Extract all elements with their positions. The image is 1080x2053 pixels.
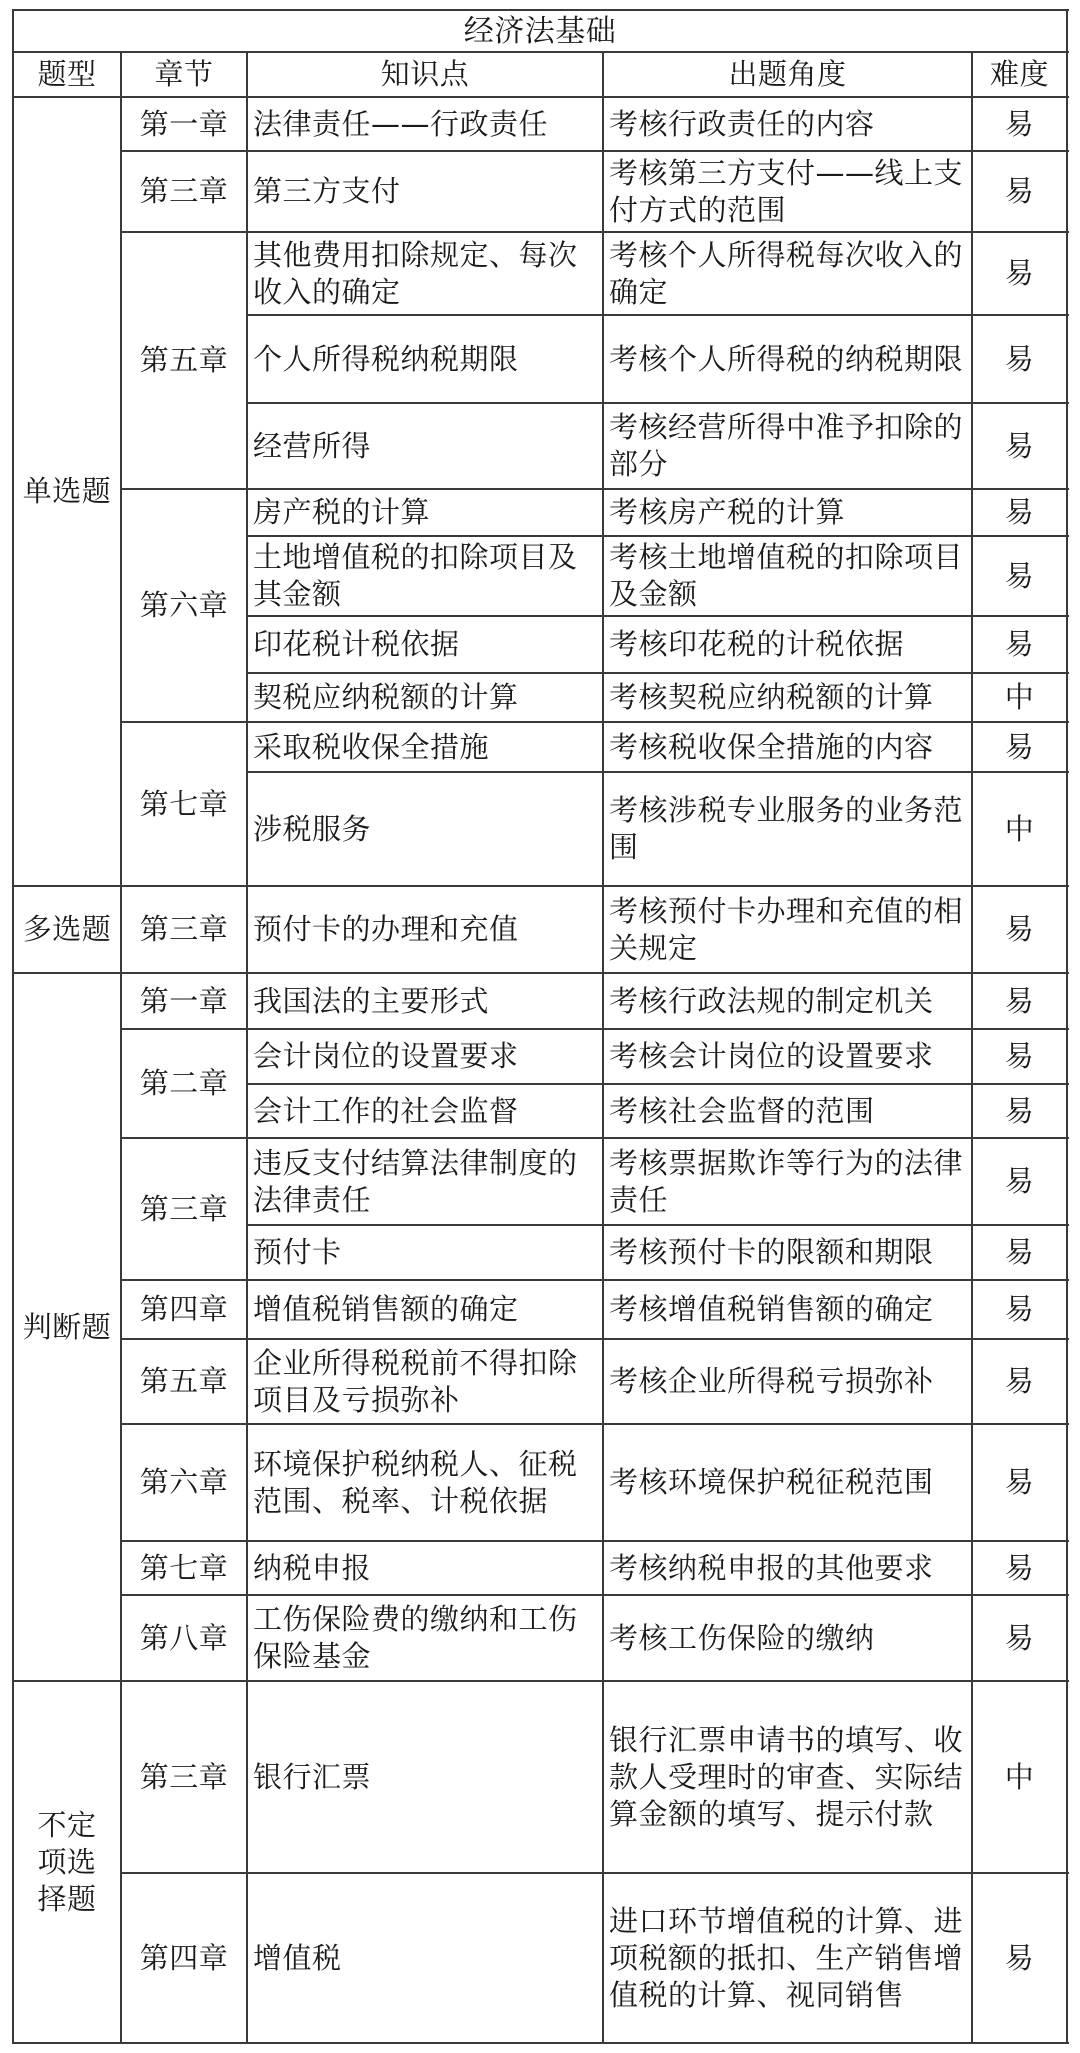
chapter-cell-text: 第三章 [139, 912, 229, 946]
chapter-cell [121, 1873, 247, 2043]
knowledge-point-cell [247, 1541, 603, 1595]
exam-angle-cell-text: 考核增值税销售额的确定 [609, 1292, 934, 1326]
row-divider [121, 1338, 1069, 1340]
header-knowledge-text: 知识点 [380, 57, 470, 91]
row-divider [13, 972, 1069, 974]
exam-angle-cell [603, 1339, 972, 1424]
knowledge-point-cell-text: 个人所得税纳税期限 [253, 341, 519, 376]
difficulty-cell [972, 1681, 1067, 1873]
difficulty-cell-text: 中 [1004, 680, 1035, 714]
knowledge-point-cell [247, 232, 603, 315]
difficulty-cell-text: 易 [1004, 1039, 1035, 1073]
knowledge-point-cell [247, 673, 603, 722]
chapter-cell [121, 489, 247, 722]
knowledge-point-cell [247, 772, 603, 886]
header-type [13, 52, 121, 97]
knowledge-point-cell-text: 印花税计税依据 [253, 627, 460, 661]
exam-angle-cell-text: 考核工伤保险的缴纳 [609, 1620, 875, 1655]
chapter-cell [121, 973, 247, 1029]
chapter-cell [121, 1339, 247, 1424]
exam-angle-cell [603, 232, 972, 315]
knowledge-point-cell-text: 第三方支付 [253, 174, 401, 208]
chapter-cell-text: 第七章 [139, 1550, 229, 1585]
difficulty-cell [972, 1541, 1067, 1595]
exam-angle-cell [603, 1541, 972, 1595]
knowledge-point-cell [247, 1280, 603, 1339]
knowledge-point-cell-text: 土地增值税的扣除项目及其金额 [253, 540, 578, 611]
question-type-cell-text: 不定项选择题 [37, 1807, 97, 1916]
chapter-cell-text: 第七章 [139, 786, 229, 821]
exam-analysis-table [13, 10, 1067, 2043]
table-border-left [12, 9, 14, 2044]
exam-angle-cell [603, 772, 972, 886]
knowledge-point-cell-text: 其他费用扣除规定、每次收入的确定 [253, 237, 578, 309]
exam-angle-cell-text: 考核土地增值税的扣除项目及金额 [609, 540, 964, 611]
knowledge-point-cell [247, 722, 603, 772]
column-divider [971, 51, 973, 2044]
row-divider [247, 535, 1069, 537]
table-title-text: 经济法基础 [463, 13, 617, 49]
difficulty-cell-text: 易 [1004, 495, 1035, 529]
difficulty-cell [972, 489, 1067, 536]
exam-angle-cell [603, 1873, 972, 2043]
row-divider [247, 1083, 1069, 1085]
chapter-cell [121, 1681, 247, 1873]
row-divider [121, 1137, 1069, 1139]
knowledge-point-cell-text: 预付卡的办理和充值 [253, 912, 519, 946]
exam-angle-cell-text: 考核个人所得税每次收入的确定 [609, 237, 964, 309]
exam-angle-cell-text: 考核经营所得中准予扣除的部分 [609, 410, 964, 481]
header-knowledge [247, 52, 603, 97]
knowledge-point-cell-text: 我国法的主要形式 [253, 983, 490, 1018]
table-title [13, 10, 1067, 52]
difficulty-cell-text: 易 [1004, 1940, 1035, 1975]
exam-angle-cell [603, 973, 972, 1029]
knowledge-point-cell-text: 法律责任——行政责任 [253, 106, 549, 141]
chapter-cell [121, 151, 247, 232]
table-border-top [13, 9, 1069, 11]
difficulty-cell-text: 易 [1004, 729, 1035, 764]
exam-angle-cell [603, 1280, 972, 1339]
knowledge-point-cell-text: 经营所得 [253, 428, 372, 463]
row-divider [247, 672, 1069, 674]
difficulty-cell-text: 易 [1004, 341, 1035, 376]
difficulty-cell-text: 中 [1004, 1759, 1035, 1794]
chapter-cell-text: 第三章 [139, 174, 229, 208]
chapter-cell-text: 第六章 [139, 588, 229, 622]
exam-angle-cell [603, 1681, 972, 1873]
chapter-cell [121, 1541, 247, 1595]
question-type-cell-text: 判断题 [22, 1309, 112, 1344]
exam-angle-cell [603, 673, 972, 722]
difficulty-cell [972, 151, 1067, 232]
exam-angle-cell-text: 考核行政责任的内容 [609, 106, 875, 141]
exam-angle-cell [603, 97, 972, 151]
exam-angle-cell [603, 722, 972, 772]
column-divider [246, 51, 248, 2044]
knowledge-point-cell [247, 1029, 603, 1084]
exam-angle-cell [603, 616, 972, 673]
exam-angle-cell-text: 考核社会监督的范围 [609, 1093, 875, 1128]
header-difficulty [972, 52, 1067, 97]
difficulty-cell [972, 536, 1067, 616]
difficulty-cell-text: 易 [1004, 558, 1035, 593]
difficulty-cell-text: 中 [1004, 811, 1035, 846]
knowledge-point-cell-text: 采取税收保全措施 [253, 729, 490, 764]
exam-angle-cell [603, 536, 972, 616]
row-divider [121, 721, 1069, 723]
difficulty-cell-text: 易 [1004, 1093, 1035, 1128]
row-divider [121, 1872, 1069, 1874]
chapter-cell [121, 1595, 247, 1681]
header-type-text: 题型 [37, 57, 97, 91]
difficulty-cell [972, 1138, 1067, 1225]
exam-angle-cell-text: 考核企业所得税亏损弥补 [609, 1364, 934, 1398]
exam-angle-cell-text: 考核第三方支付——线上支付方式的范围 [609, 155, 964, 227]
row-divider [247, 1224, 1069, 1226]
chapter-cell [121, 1280, 247, 1339]
header-divider [13, 96, 1069, 98]
difficulty-cell [972, 315, 1067, 403]
question-type-cell [13, 97, 121, 886]
difficulty-cell-text: 易 [1004, 983, 1035, 1018]
knowledge-point-cell-text: 工伤保险费的缴纳和工伤保险基金 [253, 1602, 578, 1673]
chapter-cell-text: 第三章 [139, 1191, 229, 1226]
knowledge-point-cell [247, 403, 603, 489]
difficulty-cell-text: 易 [1004, 106, 1035, 141]
difficulty-cell-text: 易 [1004, 256, 1035, 290]
knowledge-point-cell-text: 环境保护税纳税人、征税范围、税率、计税依据 [253, 1446, 578, 1518]
exam-angle-cell-text: 考核会计岗位的设置要求 [609, 1039, 934, 1073]
exam-angle-cell-text: 考核票据欺诈等行为的法律责任 [609, 1145, 964, 1217]
exam-angle-cell-text: 进口环节增值税的计算、进项税额的抵扣、生产销售增值税的计算、视同销售 [609, 1903, 964, 2012]
knowledge-point-cell-text: 房产税的计算 [253, 495, 431, 529]
difficulty-cell [972, 1595, 1067, 1681]
difficulty-cell [972, 97, 1067, 151]
chapter-cell-text: 第四章 [139, 1292, 229, 1326]
chapter-cell-text: 第八章 [139, 1620, 229, 1655]
exam-angle-cell [603, 1138, 972, 1225]
exam-angle-cell-text: 考核税收保全措施的内容 [609, 729, 934, 764]
exam-angle-cell [603, 151, 972, 232]
exam-angle-cell-text: 银行汇票申请书的填写、收款人受理时的审查、实际结算金额的填写、提示付款 [609, 1722, 964, 1831]
knowledge-point-cell [247, 1225, 603, 1280]
title-divider [13, 51, 1069, 53]
knowledge-point-cell [247, 1595, 603, 1681]
chapter-cell-text: 第一章 [139, 983, 229, 1018]
question-type-cell [13, 973, 121, 1681]
row-divider [121, 488, 1069, 490]
difficulty-cell [972, 1339, 1067, 1424]
row-divider [121, 1540, 1069, 1542]
chapter-cell [121, 1424, 247, 1541]
row-divider [121, 1594, 1069, 1596]
knowledge-point-cell [247, 1681, 603, 1873]
exam-angle-cell-text: 考核涉税专业服务的业务范围 [609, 793, 964, 864]
chapter-cell-text: 第五章 [139, 343, 229, 377]
row-divider [247, 402, 1069, 404]
exam-angle-cell-text: 考核环境保护税征税范围 [609, 1465, 934, 1499]
difficulty-cell [972, 1084, 1067, 1138]
chapter-cell-text: 第三章 [139, 1759, 229, 1794]
exam-angle-cell [603, 1084, 972, 1138]
header-angle-text: 出题角度 [728, 57, 847, 91]
knowledge-point-cell [247, 151, 603, 232]
difficulty-cell-text: 易 [1004, 1465, 1035, 1499]
difficulty-cell [972, 722, 1067, 772]
knowledge-point-cell [247, 1084, 603, 1138]
difficulty-cell [972, 673, 1067, 722]
exam-angle-cell-text: 考核纳税申报的其他要求 [609, 1550, 934, 1585]
difficulty-cell [972, 886, 1067, 973]
difficulty-cell [972, 1873, 1067, 2043]
exam-angle-cell [603, 886, 972, 973]
knowledge-point-cell [247, 536, 603, 616]
column-divider [602, 51, 604, 2044]
difficulty-cell [972, 973, 1067, 1029]
knowledge-point-cell-text: 会计岗位的设置要求 [253, 1039, 519, 1073]
row-divider [13, 1680, 1069, 1682]
difficulty-cell [972, 772, 1067, 886]
header-chapter-text: 章节 [154, 57, 214, 91]
chapter-cell [121, 1138, 247, 1280]
header-angle [603, 52, 972, 97]
knowledge-point-cell-text: 纳税申报 [253, 1550, 372, 1585]
knowledge-point-cell [247, 97, 603, 151]
chapter-cell [121, 886, 247, 973]
difficulty-cell [972, 232, 1067, 315]
exam-angle-cell-text: 考核房产税的计算 [609, 495, 846, 529]
question-type-cell [13, 886, 121, 973]
table-border-bottom [13, 2042, 1069, 2044]
knowledge-point-cell-text: 增值税销售额的确定 [253, 1292, 519, 1326]
exam-angle-cell-text: 考核行政法规的制定机关 [609, 983, 934, 1018]
row-divider [247, 314, 1069, 316]
difficulty-cell [972, 1225, 1067, 1280]
row-divider [247, 771, 1069, 773]
row-divider [247, 615, 1069, 617]
knowledge-point-cell [247, 1138, 603, 1225]
difficulty-cell [972, 1280, 1067, 1339]
difficulty-cell [972, 403, 1067, 489]
knowledge-point-cell [247, 886, 603, 973]
exam-angle-cell [603, 1424, 972, 1541]
knowledge-point-cell-text: 违反支付结算法律制度的法律责任 [253, 1145, 578, 1217]
knowledge-point-cell-text: 增值税 [253, 1940, 342, 1975]
chapter-cell [121, 722, 247, 886]
difficulty-cell-text: 易 [1004, 1164, 1035, 1198]
exam-angle-cell [603, 315, 972, 403]
knowledge-point-cell [247, 973, 603, 1029]
difficulty-cell-text: 易 [1004, 428, 1035, 463]
knowledge-point-cell [247, 1424, 603, 1541]
exam-angle-cell-text: 考核契税应纳税额的计算 [609, 680, 934, 714]
chapter-cell-text: 第五章 [139, 1364, 229, 1398]
chapter-cell-text: 第四章 [139, 1940, 229, 1975]
exam-angle-cell [603, 403, 972, 489]
knowledge-point-cell-text: 涉税服务 [253, 811, 372, 846]
difficulty-cell [972, 1029, 1067, 1084]
difficulty-cell-text: 易 [1004, 1364, 1035, 1398]
knowledge-point-cell-text: 预付卡 [253, 1235, 342, 1269]
exam-angle-cell-text: 考核预付卡的限额和期限 [609, 1235, 934, 1269]
difficulty-cell [972, 616, 1067, 673]
knowledge-point-cell [247, 616, 603, 673]
chapter-cell-text: 第二章 [139, 1066, 229, 1100]
row-divider [121, 1279, 1069, 1281]
knowledge-point-cell [247, 489, 603, 536]
exam-angle-cell-text: 考核印花税的计税依据 [609, 627, 905, 661]
row-divider [121, 1028, 1069, 1030]
difficulty-cell-text: 易 [1004, 1620, 1035, 1655]
difficulty-cell [972, 1424, 1067, 1541]
exam-angle-cell [603, 1225, 972, 1280]
exam-angle-cell-text: 考核个人所得税的纳税期限 [609, 341, 964, 376]
difficulty-cell-text: 易 [1004, 912, 1035, 946]
row-divider [121, 231, 1069, 233]
difficulty-cell-text: 易 [1004, 1292, 1035, 1326]
question-type-cell-text: 单选题 [22, 474, 112, 508]
knowledge-point-cell-text: 契税应纳税额的计算 [253, 680, 519, 714]
knowledge-point-cell-text: 银行汇票 [253, 1759, 372, 1794]
row-divider [121, 1423, 1069, 1425]
knowledge-point-cell [247, 315, 603, 403]
exam-angle-cell-text: 考核预付卡办理和充值的相关规定 [609, 893, 964, 965]
knowledge-point-cell-text: 会计工作的社会监督 [253, 1093, 519, 1128]
header-chapter [121, 52, 247, 97]
column-divider [120, 51, 122, 2044]
question-type-cell-text: 多选题 [22, 912, 112, 946]
row-divider [121, 150, 1069, 152]
header-difficulty-text: 难度 [989, 57, 1049, 91]
chapter-cell [121, 1029, 247, 1138]
knowledge-point-cell [247, 1339, 603, 1424]
chapter-cell [121, 97, 247, 151]
chapter-cell-text: 第一章 [139, 106, 229, 141]
chapter-cell-text: 第六章 [139, 1465, 229, 1499]
difficulty-cell-text: 易 [1004, 627, 1035, 661]
exam-angle-cell [603, 1595, 972, 1681]
difficulty-cell-text: 易 [1004, 1550, 1035, 1585]
difficulty-cell-text: 易 [1004, 1235, 1035, 1269]
chapter-cell [121, 232, 247, 489]
knowledge-point-cell [247, 1873, 603, 2043]
difficulty-cell-text: 易 [1004, 174, 1035, 208]
exam-angle-cell [603, 1029, 972, 1084]
knowledge-point-cell-text: 企业所得税税前不得扣除项目及亏损弥补 [253, 1345, 578, 1417]
row-divider [13, 885, 1069, 887]
exam-angle-cell [603, 489, 972, 536]
question-type-cell [13, 1681, 121, 2043]
